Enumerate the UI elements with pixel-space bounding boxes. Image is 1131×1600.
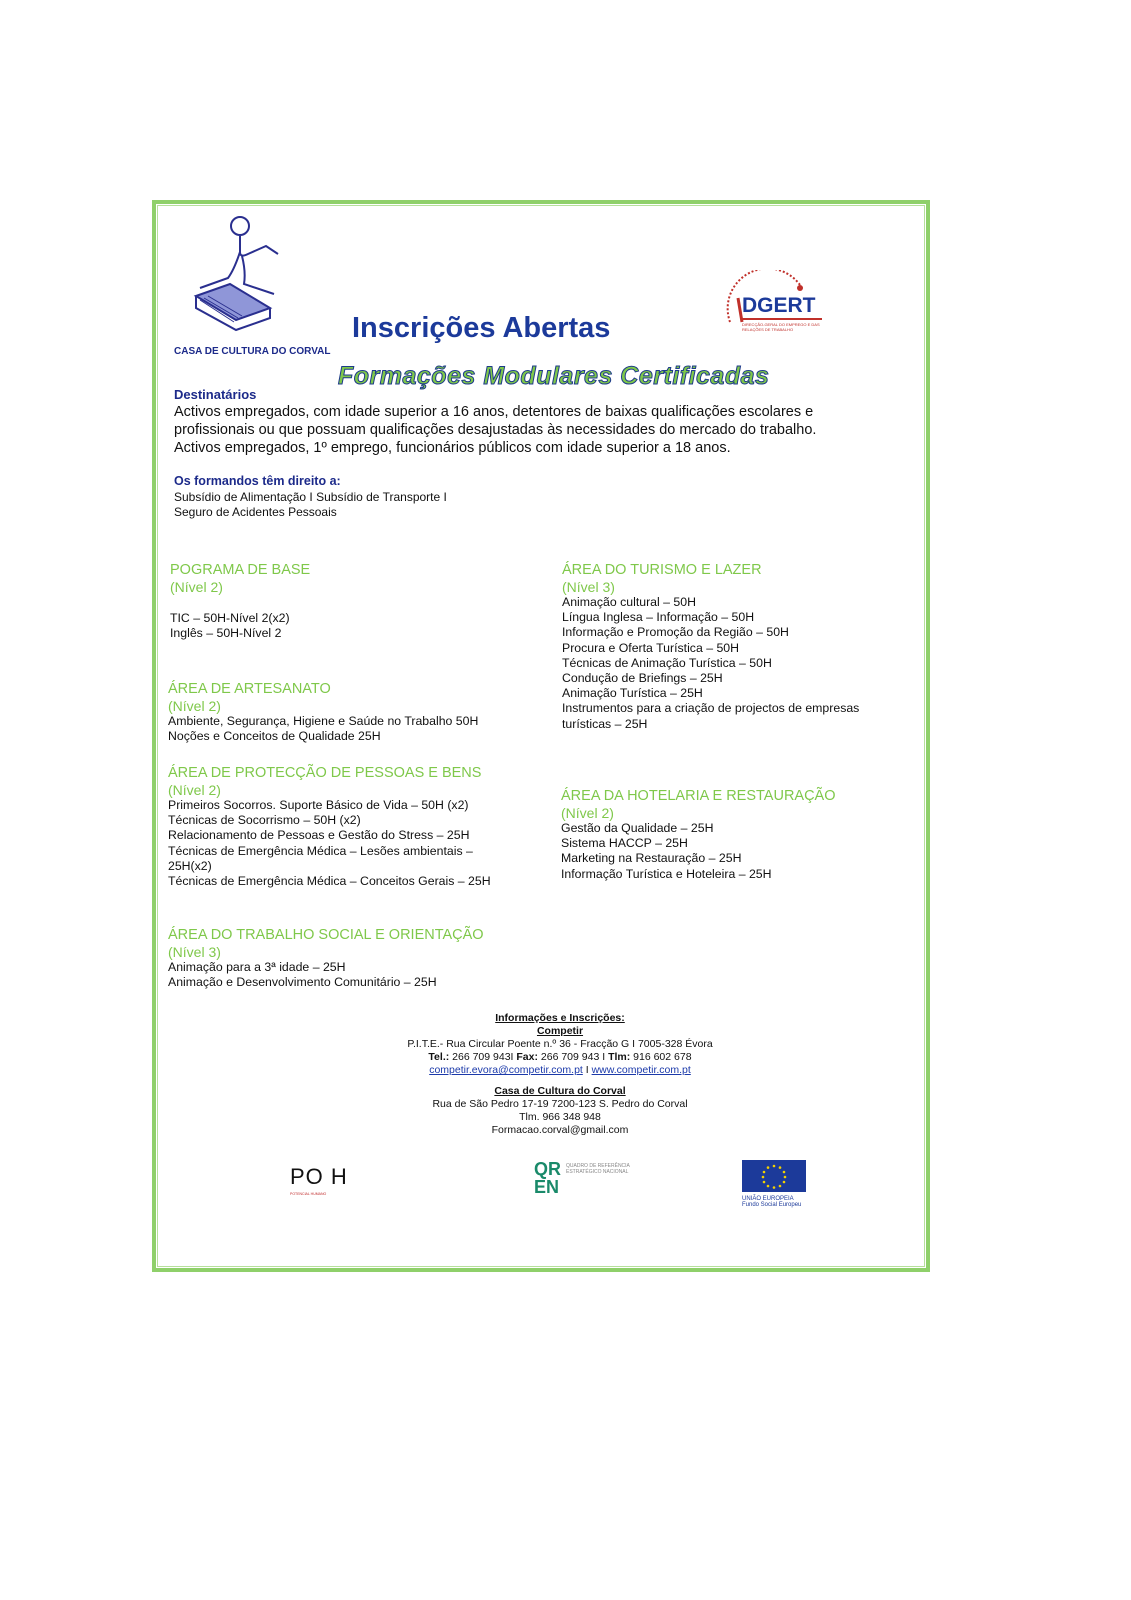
course-item: Marketing na Restauração – 25H bbox=[561, 851, 742, 866]
course-item: Animação Turística – 25H bbox=[562, 686, 703, 701]
section-title: ÁREA DE ARTESANATO bbox=[168, 681, 331, 697]
course-item: TIC – 50H-Nível 2(x2) bbox=[170, 611, 290, 625]
section-title: ÁREA DE PROTECÇÃO DE PESSOAS E BENS bbox=[168, 765, 482, 781]
email-link[interactable]: competir.evora@competir.com.pt bbox=[429, 1064, 583, 1076]
section-trabalho-social bbox=[168, 927, 484, 990]
eu-flag-icon bbox=[742, 1160, 806, 1192]
section-artesanato bbox=[168, 681, 478, 744]
contacts-address-competir: P.I.T.E.- Rua Circular Poente n.º 36 - Fracção G I 7005-328 Évora bbox=[407, 1038, 713, 1050]
qren-tagline: QUADRO DE REFERÊNCIA ESTRATÉGICO NACIONAL bbox=[566, 1163, 630, 1175]
course-item: Animação cultural – 50H bbox=[562, 595, 696, 609]
course-item: Procura e Oferta Turística – 50H bbox=[562, 640, 740, 655]
destinatarios-heading: Destinatários bbox=[174, 387, 257, 402]
section-level: (Nível 2) bbox=[170, 579, 223, 595]
poph-wordmark: PO H bbox=[290, 1164, 348, 1189]
destinatarios-line: Activos empregados, 1º emprego, funcionários públicos com idade superior a 18 anos. bbox=[174, 440, 731, 456]
section-turismo bbox=[562, 562, 859, 732]
section-level: (Nível 2) bbox=[168, 782, 221, 798]
contacts-address-casa: Rua de São Pedro 17-19 7200-123 S. Pedro do Corval bbox=[432, 1098, 688, 1110]
org-name: CASA DE CULTURA DO CORVAL bbox=[174, 346, 331, 357]
eu-text: UNIÃO EUROPEIA Fundo Social Europeu bbox=[742, 1196, 802, 1208]
page-title: Inscrições Abertas bbox=[352, 312, 611, 344]
contacts-org-casa: Casa de Cultura do Corval bbox=[494, 1085, 626, 1097]
course-item: Técnicas de Socorrismo – 50H (x2) bbox=[168, 813, 361, 828]
contacts-block bbox=[340, 1012, 780, 1137]
course-item: Técnicas de Emergência Médica – Lesões ambientais – bbox=[168, 843, 473, 858]
direitos-heading: Os formandos têm direito a: bbox=[174, 474, 341, 488]
course-item: Técnicas de Emergência Médica – Conceitos Gerais – 25H bbox=[168, 874, 491, 889]
contacts-links: competir.evora@competir.com.pt I www.competir.com.pt bbox=[429, 1064, 691, 1076]
section-hotelaria bbox=[561, 788, 836, 882]
contacts-email-casa: Formacao.corval@gmail.com bbox=[491, 1124, 629, 1136]
dgert-wordmark: DGERT bbox=[742, 294, 816, 317]
poph-logo bbox=[290, 1162, 390, 1202]
course-item: Sistema HACCP – 25H bbox=[561, 836, 688, 851]
section-level: (Nível 2) bbox=[561, 805, 614, 821]
dgert-bar bbox=[742, 318, 822, 320]
page-subtitle: Formações Modulares Certificadas bbox=[338, 362, 770, 390]
section-title: ÁREA DO TRABALHO SOCIAL E ORIENTAÇÃO bbox=[168, 927, 484, 943]
contacts-org-competir: Competir bbox=[536, 1025, 584, 1037]
contacts-heading: Informações e Inscrições: bbox=[495, 1012, 625, 1024]
course-item: Instrumentos para a criação de projectos de empresas bbox=[562, 701, 860, 716]
destinatarios-line: Activos empregados, com idade superior a 16 anos, detentores de baixas qualificações escolares e bbox=[174, 404, 814, 420]
course-item: Informação e Promoção da Região – 50H bbox=[562, 625, 789, 640]
section-title: POGRAMA DE BASE bbox=[170, 562, 311, 578]
course-item: Relacionamento de Pessoas e Gestão do Stress – 25H bbox=[168, 828, 470, 843]
direitos-line: Seguro de Acidentes Pessoais bbox=[174, 505, 337, 519]
course-item: Gestão da Qualidade – 25H bbox=[561, 821, 714, 835]
eu-logo bbox=[742, 1160, 826, 1206]
section-title: ÁREA DA HOTELARIA E RESTAURAÇÃO bbox=[561, 788, 836, 804]
section-level: (Nível 3) bbox=[168, 944, 221, 960]
casa-cultura-logo-icon bbox=[186, 212, 286, 340]
direitos-text bbox=[174, 490, 447, 520]
course-item: turísticas – 25H bbox=[562, 716, 648, 731]
direitos-line: Subsídio de Alimentação I Subsídio de Transporte I bbox=[174, 490, 447, 504]
section-level: (Nível 2) bbox=[168, 698, 221, 714]
course-item: Informação Turística e Hoteleira – 25H bbox=[561, 866, 772, 881]
qren-logo bbox=[534, 1160, 634, 1206]
section-proteccao bbox=[168, 765, 491, 889]
section-title: ÁREA DO TURISMO E LAZER bbox=[562, 562, 762, 578]
course-item: 25H(x2) bbox=[168, 858, 212, 873]
contacts-tlm-casa: Tlm. 966 348 948 bbox=[519, 1111, 601, 1123]
dgert-tagline: DIRECÇÃO-GERAL DO EMPREGO E DAS RELAÇÕES DE TRABALHO bbox=[742, 322, 820, 332]
course-item: Ambiente, Segurança, Higiene e Saúde no Trabalho 50H bbox=[168, 714, 479, 728]
destinatarios-line: profissionais ou que possuam qualificações desajustadas às necessidades do mercado do trabalho. bbox=[174, 422, 817, 438]
course-item: Técnicas de Animação Turística – 50H bbox=[562, 655, 772, 670]
course-item: Primeiros Socorros. Suporte Básico de Vida – 50H (x2) bbox=[168, 798, 469, 812]
course-item: Noções e Conceitos de Qualidade 25H bbox=[168, 729, 381, 744]
website-link[interactable]: www.competir.com.pt bbox=[591, 1064, 691, 1076]
section-programa-base bbox=[170, 562, 310, 641]
qren-wordmark: QR EN bbox=[534, 1159, 561, 1197]
course-item: Animação e Desenvolvimento Comunitário – 25H bbox=[168, 975, 437, 990]
course-item: Condução de Briefings – 25H bbox=[562, 671, 723, 686]
course-item: Inglês – 50H-Nível 2 bbox=[170, 626, 282, 641]
section-level: (Nível 3) bbox=[562, 579, 615, 595]
dgert-logo bbox=[716, 270, 826, 336]
poph-tagline: POTENCIAL HUMANO bbox=[290, 1192, 327, 1196]
course-item: Animação para a 3ª idade – 25H bbox=[168, 960, 346, 974]
contacts-phones: Tel.: 266 709 943I Fax: 266 709 943 I Tlm: 916 602 678 bbox=[428, 1051, 692, 1063]
course-item: Língua Inglesa – Informação – 50H bbox=[562, 610, 755, 625]
destinatarios-text bbox=[174, 403, 816, 457]
